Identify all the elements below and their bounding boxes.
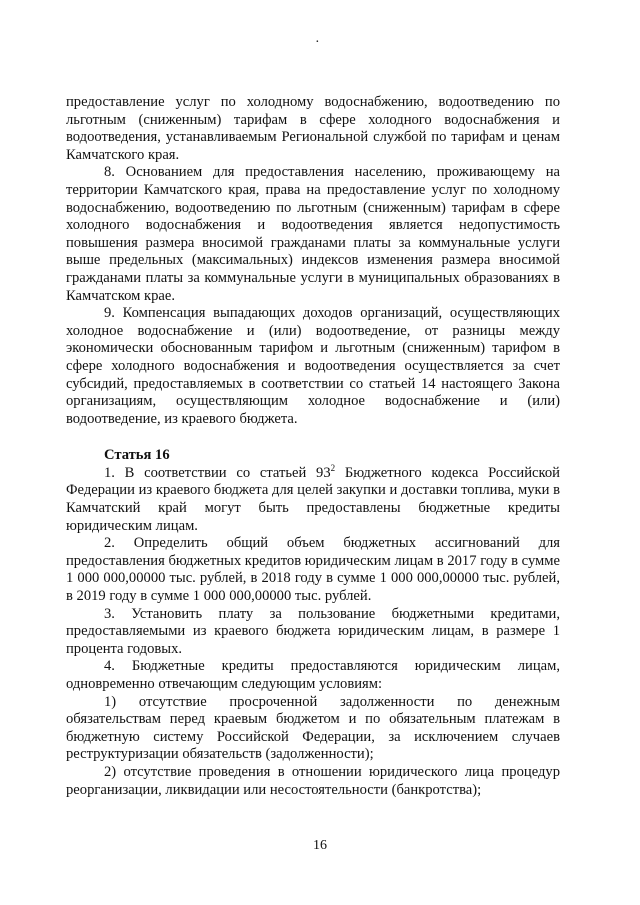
scan-mark: · <box>315 35 320 50</box>
page-content <box>66 94 560 799</box>
paragraph-text: 1. В соответствии со статьей 93 <box>104 464 331 481</box>
paragraph-item-9: 9. Компенсация выпадающих доходов организаций, осуществляющих холодное водоснабжение и (или) водоотведение, от разницы между экономически обоснованным тарифом и льготным (сниженным) тарифом в сфере холодного водоснабжения и водоотведения осуществляется за счет субсидий, предоставляемых в соответствии со статьей 14 настоящего Закона организациям, осуществляющим холодное водоснабжение и (или) водоотведение, из краевого бюджета. <box>66 305 560 427</box>
superscript: 2 <box>330 463 336 474</box>
paragraph-item-8: 8. Основанием для предоставления населению, проживающему на территории Камчатского края, права на предоставление услуг по холодному водоснабжению, водоотведению по льготным (сниженным) тарифам в сфере холодного водоснабжения и водоотведения является недопустимость повышения размера вносимой гражданами платы за коммунальные услуги выше предельных (максимальных) индексов изменения размера вносимой гражданами платы за коммунальные услуги в муниципальных образованиях в Камчатском крае. <box>66 164 560 304</box>
condition-item-1: 1) отсутствие просроченной задолженности по денежным обязательствам перед краевым бюджетом и по обязательным платежам в бюджетную систему Российской Федерации, за исключением случаев реструктуризации обязательств (задолженности); <box>66 693 560 763</box>
page-number: 16 <box>313 838 327 853</box>
spacer <box>66 428 560 447</box>
paragraph-text: Бюджетного кодекса Российской Федерации из краевого бюджета для целей закупки и доставки топлива, муки в Камчатский край могут быть предоставлены бюджетные кредиты юридическим лицам. <box>66 464 560 534</box>
article-heading: Статья 16 <box>104 447 170 464</box>
condition-item-2: 2) отсутствие проведения в отношении юридического лица процедур реорганизации, ликвидации или несостоятельности (банкротства); <box>66 763 560 798</box>
article-16-paragraph-4: 4. Бюджетные кредиты предоставляются юридическим лицам, одновременно отвечающим следующим условиям: <box>66 658 560 692</box>
article-16-paragraph-2: 2. Определить общий объем бюджетных ассигнований для предоставления бюджетных кредитов юридическим лицам в 2017 году в сумме 1 000 000,00000 тыс. рублей, в 2018 году в сумме 1 000 000,00000 тыс. рублей, в 2019 году в сумме 1 000 000,00000 тыс. рублей. <box>66 535 560 605</box>
paragraph-continuation: предоставление услуг по холодному водоснабжению, водоотведению по льготным (сниженным) тарифам в сфере холодного водоснабжения и водоотведения, устанавливаемым Региональной службой по тарифам и ценам Камчатского края. <box>66 94 560 163</box>
article-16-paragraph-1 <box>66 465 560 535</box>
article-16-paragraph-3: 3. Установить плату за пользование бюджетными кредитами, предоставляемыми из краевого бюджета юридическим лицам, в размере 1 процента годовых. <box>66 605 560 657</box>
